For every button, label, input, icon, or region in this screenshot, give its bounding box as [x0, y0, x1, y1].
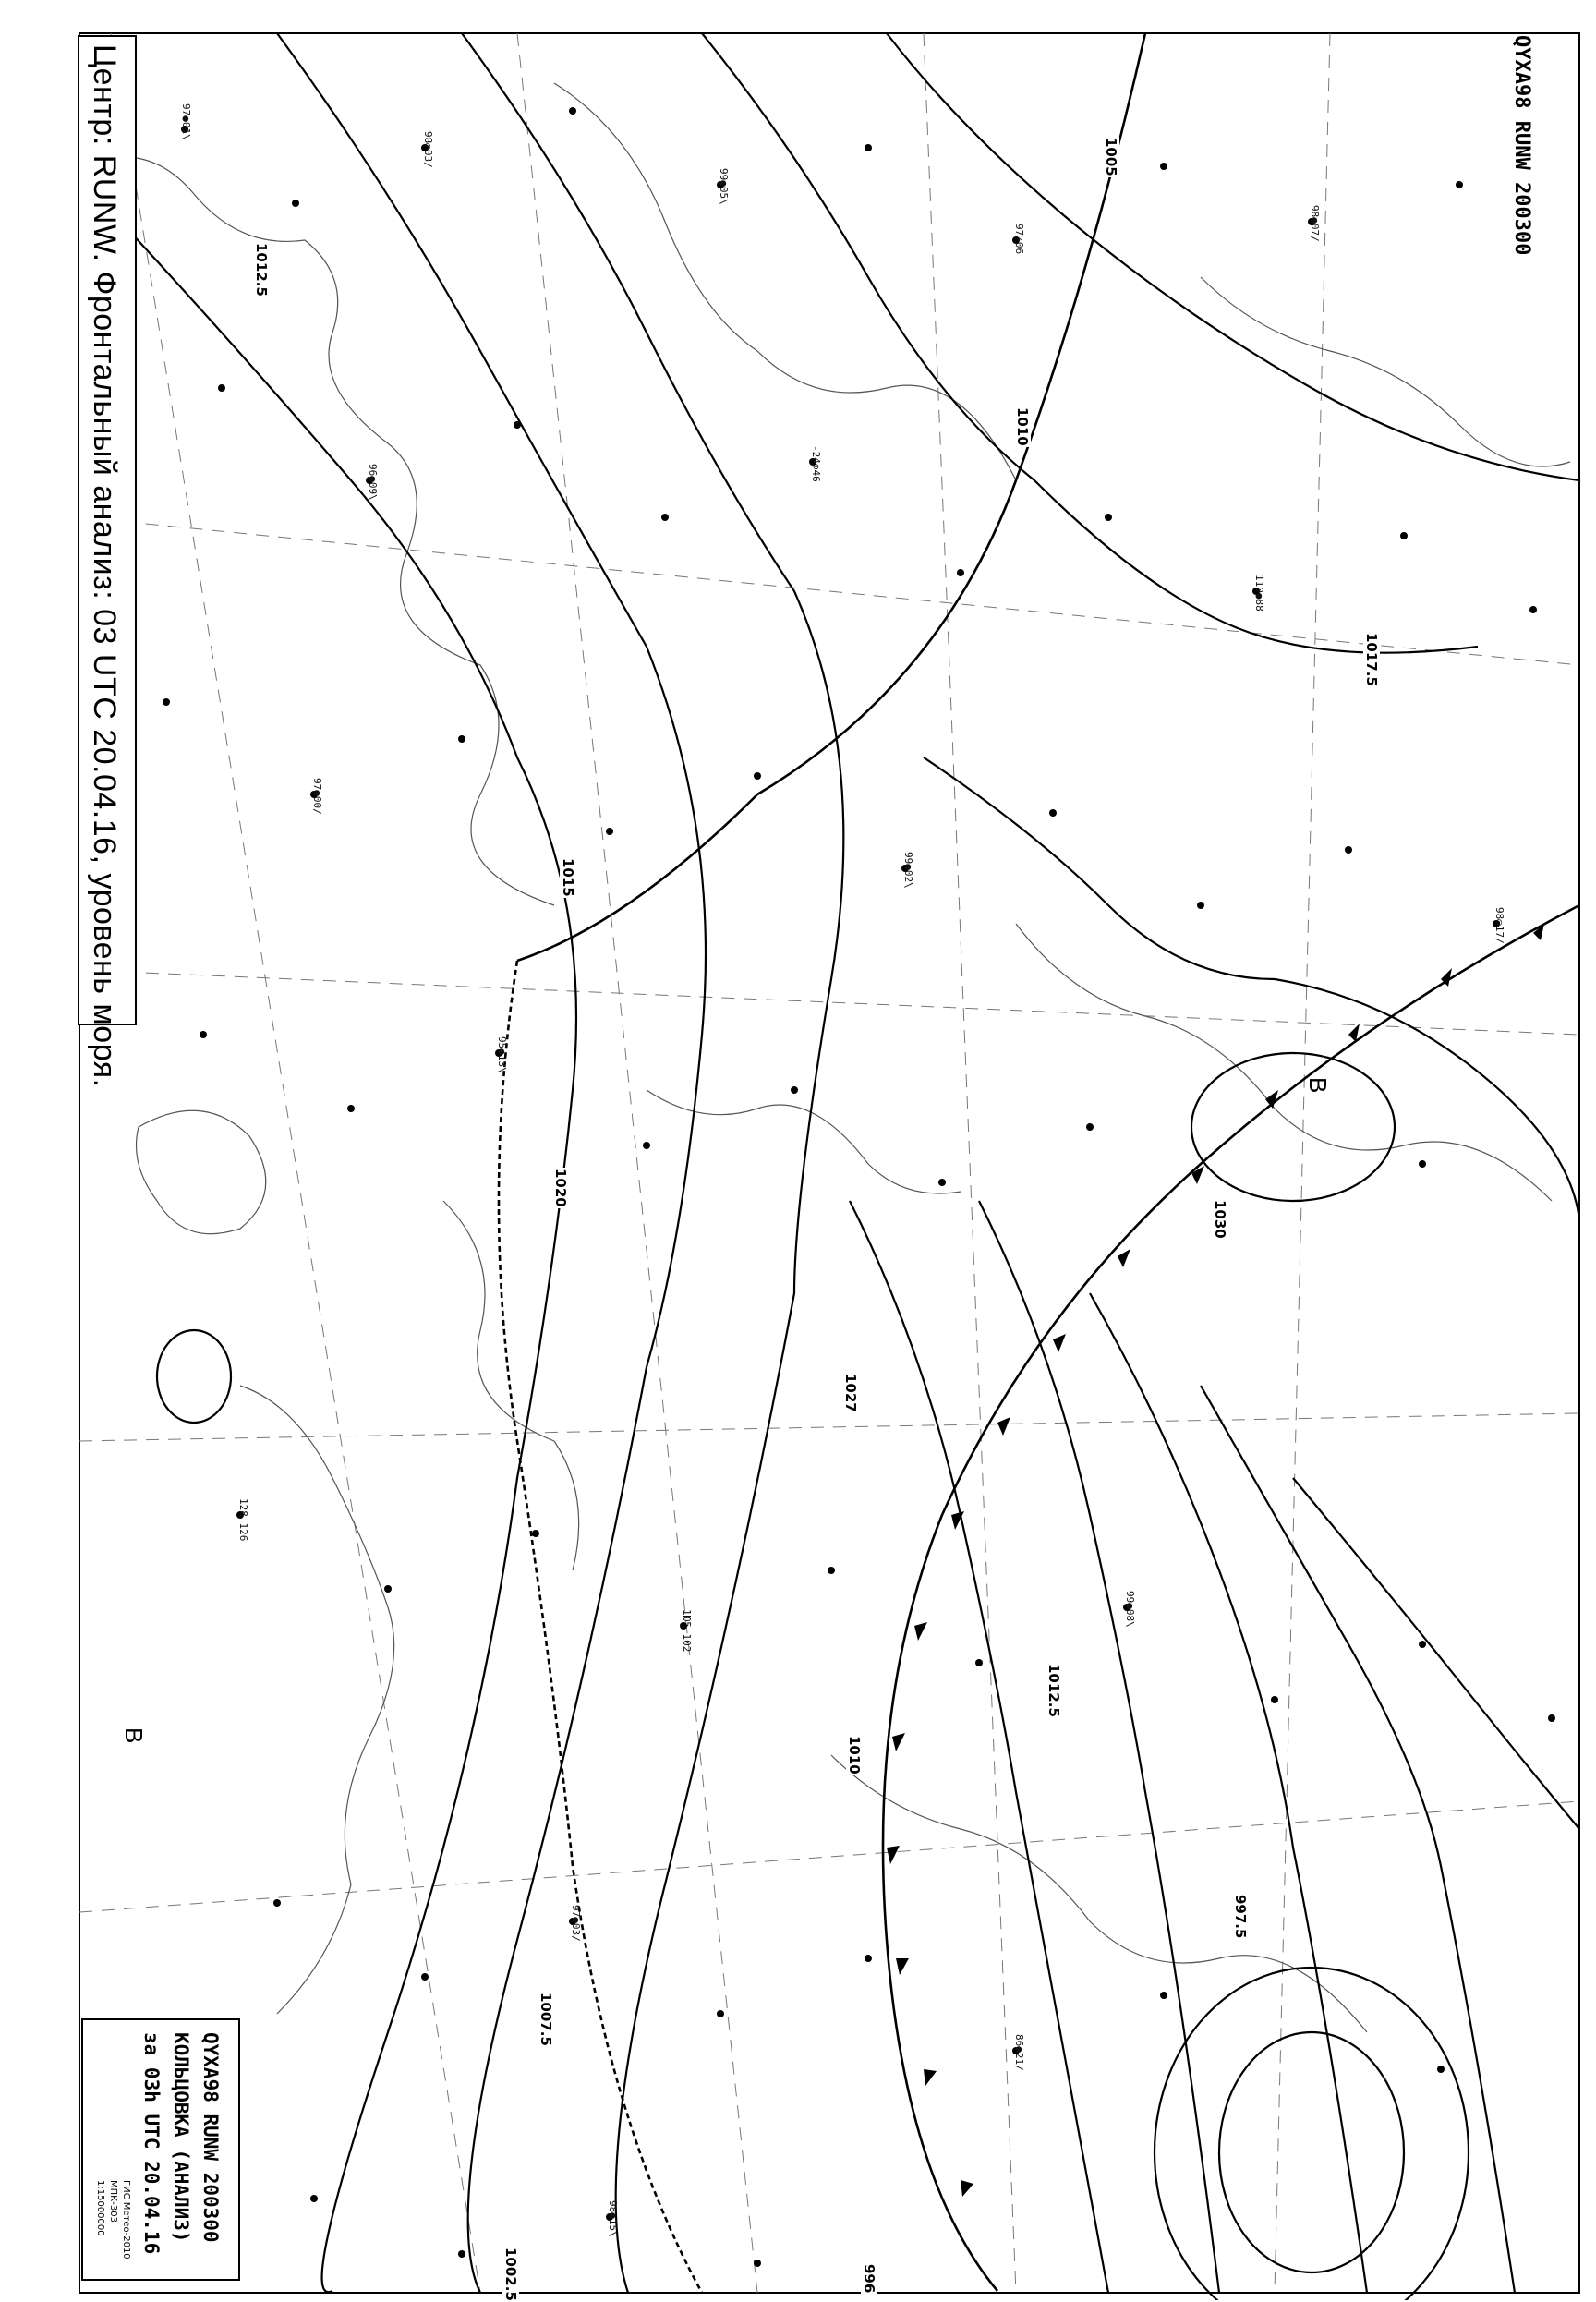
stamp-device: МПК-303 [108, 2180, 118, 2223]
isobar-label: 1012.5 [1046, 1664, 1062, 1717]
station-plot: 97∠06 [1013, 224, 1025, 255]
isobar-label: 1027 [842, 1374, 859, 1412]
station-plot: 98●07/ [1309, 205, 1321, 242]
isobar-label: 1012.5 [253, 243, 270, 297]
isobar-label: 1005 [1103, 138, 1119, 176]
isobar-label: 1015 [560, 858, 576, 897]
station-plot: 99●05\ [718, 168, 730, 205]
high-pressure-center: В [1304, 1077, 1332, 1094]
station-plot: 1Ю5 102 [681, 1609, 693, 1653]
isobar-label: 1007.5 [538, 1993, 554, 2046]
isobar-label: 997.5 [1232, 1895, 1249, 1939]
station-plot: 97●00/ [311, 778, 323, 815]
station-plot: 98◎17/ [1493, 907, 1505, 944]
station-plot: -24⊕46 [810, 445, 822, 482]
warm-front [499, 961, 702, 2293]
graticule [79, 33, 1579, 2293]
coastlines [83, 83, 1570, 2032]
station-plot: 128 126 [237, 1498, 249, 1542]
stamp-code: QYXA98 RUNW 200300 [200, 2032, 222, 2243]
station-plot: 97●03/ [570, 1905, 582, 1942]
isobar-label: 1030 [1212, 1200, 1228, 1239]
station-plot: 86●21/ [1013, 2034, 1025, 2071]
isobar-label: 1020 [552, 1169, 569, 1207]
isobar-label: 1010 [846, 1736, 863, 1775]
isobar-label: 1002.5 [502, 2247, 519, 2301]
isobar-label: 996 [861, 2264, 877, 2294]
high-pressure-center: В [120, 1727, 148, 1744]
map-title: Центр: RUNW. Фронтальный анализ: 03 UTC 20.04.16, уровень моря. [87, 44, 122, 1088]
stamp-software: ГИС Метео-2010 [121, 2180, 131, 2260]
station-plot: 99●02\ [902, 852, 914, 889]
stamp-time: за 03h UTC 20.04.16 [140, 2032, 163, 2255]
isobars [129, 33, 1579, 2300]
isobar-label: 1017.5 [1363, 633, 1380, 686]
station-plot: 98●15\ [607, 2200, 619, 2237]
station-plot: 98◎03/ [422, 131, 434, 168]
stamp-product: КОЛЬЦОВКА (АНАЛИЗ) [170, 2032, 192, 2243]
station-plot: 95●13\ [496, 1036, 508, 1073]
stamp-scale: 1:15000000 [95, 2180, 105, 2236]
cold-front [883, 905, 1579, 2291]
station-plot: 99●08\ [1124, 1591, 1136, 1628]
map-frame [79, 33, 1579, 2293]
isobar-label: 1010 [1014, 407, 1031, 446]
fronts [499, 33, 1579, 2293]
bulletin-code: QYXA98 RUNW 200300 [1510, 35, 1533, 256]
station-plot: 110●88 [1253, 575, 1265, 612]
station-dots [163, 107, 1555, 2267]
station-plot: 96●09\ [367, 464, 379, 501]
station-plot: 97●01\ [180, 103, 192, 140]
